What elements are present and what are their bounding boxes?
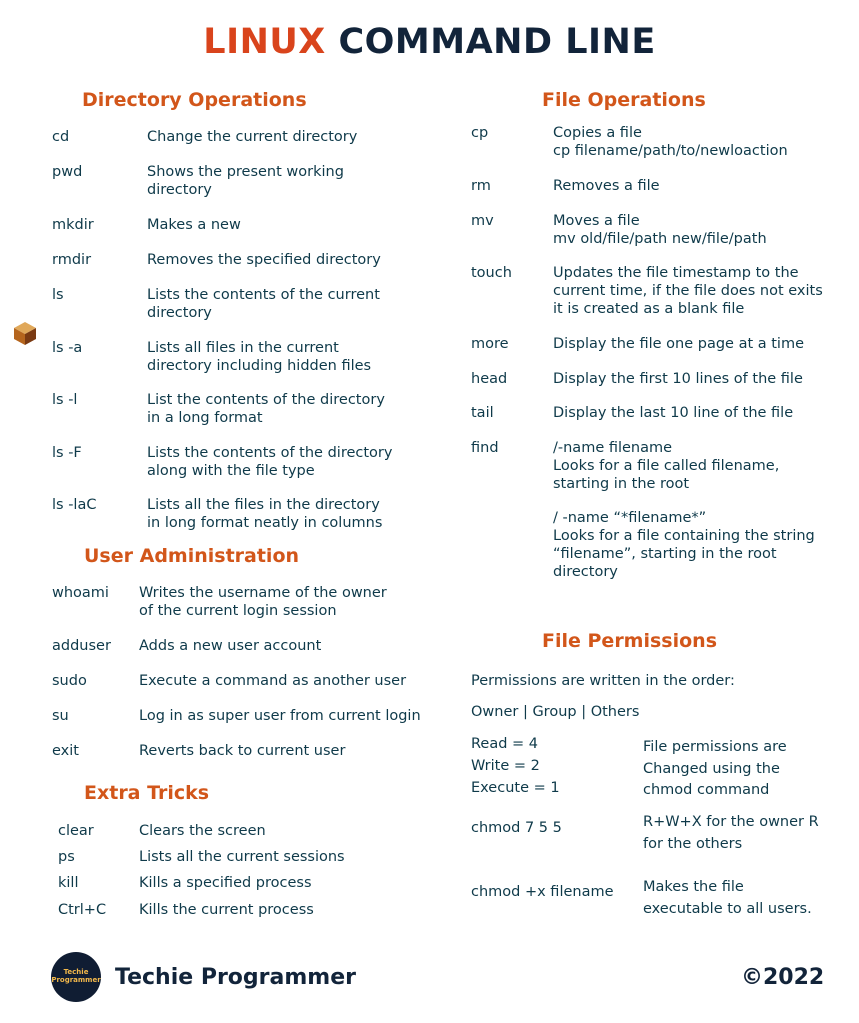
desc-line: / -name “*filename*” (553, 510, 707, 526)
command-name: rm (471, 178, 491, 194)
desc-line: current time, if the file does not exits (553, 283, 823, 299)
command-name: ps (58, 849, 75, 865)
logo-text-line1: Techie (63, 968, 89, 976)
command-description (553, 177, 660, 195)
desc-line: Looks for a file containing the string (553, 528, 815, 544)
command-description (553, 509, 815, 581)
section-heading-extra-tricks: Extra Tricks (84, 782, 210, 804)
desc-line: for the others (643, 835, 743, 852)
command-name: clear (58, 823, 94, 839)
desc-line: along with the file type (147, 463, 315, 479)
permission-values (471, 733, 560, 799)
command-description (139, 742, 345, 760)
command-name: pwd (52, 164, 83, 180)
command-name: mkdir (52, 217, 94, 233)
command-description (139, 707, 421, 725)
command-name: chmod +x filename (471, 884, 614, 900)
desc-line: Removes the specified directory (147, 252, 381, 268)
note-line: chmod command (643, 782, 770, 798)
section-heading-file-permissions: File Permissions (542, 630, 718, 652)
command-name: touch (471, 265, 512, 281)
command-description (553, 370, 803, 388)
command-description (139, 874, 312, 892)
permissions-intro: Permissions are written in the order: (471, 673, 735, 689)
desc-line: Looks for a file called filename, (553, 458, 780, 474)
desc-line: Shows the present working (147, 164, 344, 180)
command-description (147, 339, 371, 375)
desc-line: Lists all the files in the directory (147, 497, 380, 513)
command-name: su (52, 708, 69, 724)
desc-line: Writes the username of the owner (139, 585, 387, 601)
command-name: whoami (52, 585, 109, 601)
desc-line: List the contents of the directory (147, 392, 385, 408)
command-name: cp (471, 125, 489, 141)
permission-value: Read = 4 (471, 736, 539, 752)
desc-line: Removes a file (553, 178, 660, 194)
desc-line: Lists all the current sessions (139, 849, 345, 865)
desc-line: mv old/file/path new/file/path (553, 231, 767, 247)
command-name: chmod 7 5 5 (471, 820, 562, 836)
command-name: adduser (52, 638, 111, 654)
command-name: sudo (52, 673, 87, 689)
command-name: tail (471, 405, 494, 421)
desc-line: in long format neatly in columns (147, 515, 383, 531)
command-description (147, 128, 357, 146)
title-rest: COMMAND LINE (338, 22, 656, 62)
command-description (139, 584, 387, 620)
command-name: ls -laC (52, 497, 97, 513)
desc-line: of the current login session (139, 603, 337, 619)
command-name: ls -a (52, 340, 83, 356)
command-description (643, 812, 819, 855)
command-name: exit (52, 743, 79, 759)
command-description (147, 286, 380, 322)
command-description (643, 877, 812, 920)
copyright: ©2022 (741, 965, 825, 990)
desc-line: directory (147, 182, 212, 198)
cube-icon (12, 320, 38, 346)
command-description (147, 216, 241, 234)
desc-line: Reverts back to current user (139, 743, 346, 759)
section-heading-file-operations: File Operations (542, 89, 706, 111)
desc-line: Updates the file timestamp to the (553, 265, 799, 281)
desc-line: Log in as super user from current login (139, 708, 421, 724)
command-description (553, 212, 767, 248)
desc-line: directory including hidden files (147, 358, 372, 374)
desc-line: executable to all users. (643, 900, 812, 917)
desc-line: Lists the contents of the current (147, 287, 380, 303)
desc-line: starting in the root (553, 476, 690, 492)
desc-line: Display the file one page at a time (553, 336, 805, 352)
command-description (139, 822, 266, 840)
desc-line: Execute a command as another user (139, 673, 407, 689)
permission-values-note (643, 737, 787, 802)
command-name: Ctrl+C (58, 902, 107, 918)
desc-line: Kills a specified process (139, 875, 312, 891)
command-description (553, 404, 793, 422)
desc-line: cp filename/path/to/newloaction (553, 143, 788, 159)
desc-line: it is created as a blank file (553, 301, 745, 317)
command-description (139, 901, 314, 919)
desc-line: R+W+X for the owner R (643, 814, 819, 830)
desc-line: Lists the contents of the directory (147, 445, 393, 461)
desc-line: Lists all files in the current (147, 340, 339, 356)
command-name: find (471, 440, 499, 456)
command-description (139, 848, 345, 866)
permission-value: Execute = 1 (471, 780, 560, 796)
brand-logo (51, 952, 101, 1002)
desc-line: Display the first 10 lines of the file (553, 371, 803, 387)
command-name: ls -l (52, 392, 78, 408)
command-name: mv (471, 213, 494, 229)
command-description (147, 391, 385, 427)
permissions-order: Owner | Group | Others (471, 704, 640, 720)
command-description (139, 672, 406, 690)
desc-line: Makes a new (147, 217, 241, 233)
command-description (553, 264, 823, 318)
command-name: head (471, 371, 508, 387)
command-name: ls (52, 287, 64, 303)
desc-line: in a long format (147, 410, 263, 426)
desc-line: Change the current directory (147, 129, 358, 145)
section-heading-directory: Directory Operations (82, 89, 307, 111)
page-title (0, 22, 859, 62)
desc-line: Display the last 10 line of the file (553, 405, 794, 421)
title-accent: LINUX (203, 22, 326, 62)
desc-line: directory (553, 564, 618, 580)
command-description (147, 251, 381, 269)
command-name: kill (58, 875, 79, 891)
permission-value: Write = 2 (471, 758, 540, 774)
command-description (553, 439, 779, 493)
command-description (553, 335, 804, 353)
command-description (147, 444, 392, 480)
command-name: more (471, 336, 509, 352)
desc-line: Kills the current process (139, 902, 314, 918)
section-heading-user-admin: User Administration (84, 545, 300, 567)
desc-line: Moves a file (553, 213, 640, 229)
note-line: File permissions are (643, 739, 787, 755)
command-name: rmdir (52, 252, 92, 268)
command-description (147, 163, 344, 199)
desc-line: Clears the screen (139, 823, 266, 839)
command-description (147, 496, 382, 532)
desc-line: /-name filename (553, 440, 673, 456)
desc-line: directory (147, 305, 212, 321)
brand-name: Techie Programmer (115, 965, 356, 990)
desc-line: “filename”, starting in the root (553, 546, 777, 562)
command-description (139, 637, 321, 655)
desc-line: Makes the file (643, 879, 744, 895)
desc-line: Adds a new user account (139, 638, 322, 654)
command-name: cd (52, 129, 70, 145)
desc-line: Copies a file (553, 125, 642, 141)
logo-text-line2: Programmer (51, 976, 101, 984)
command-description (553, 124, 788, 160)
command-name: ls -F (52, 445, 82, 461)
note-line: Changed using the (643, 760, 780, 777)
